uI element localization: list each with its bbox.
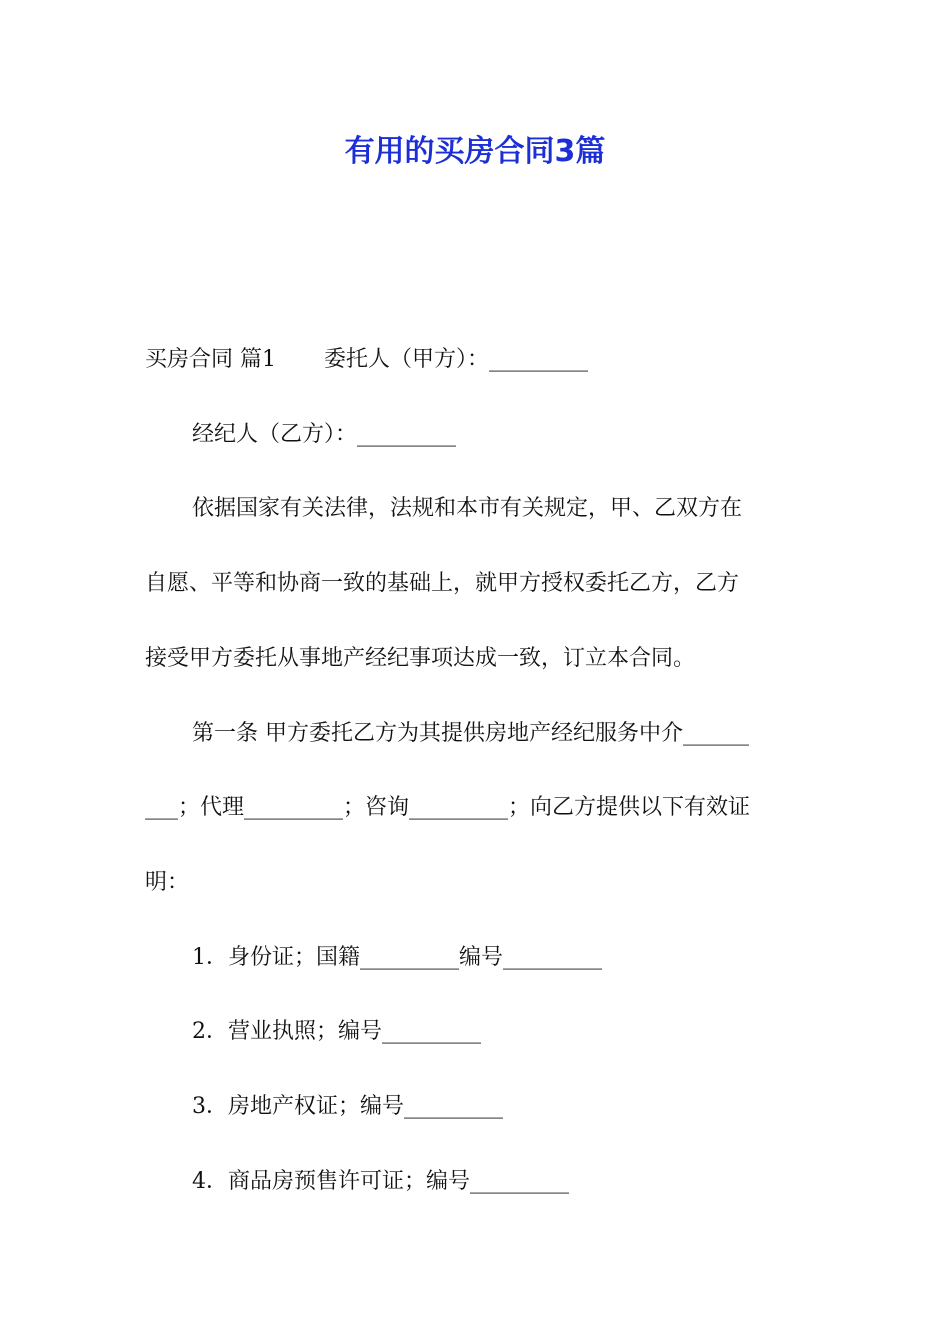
- document-title: 有用的买房合同3篇: [344, 134, 606, 169]
- article-one-line: 第一条 甲方委托乙方为其提供房地产经纪服务中介______: [192, 721, 749, 746]
- body-text-line: 自愿、平等和协商一致的基础上，就甲方授权委托乙方，乙方: [145, 571, 740, 596]
- list-item-id-card: 1．身份证；国籍_________编号_________: [192, 945, 602, 970]
- list-item-property-certificate: 3．房地产权证；编号_________: [192, 1094, 503, 1119]
- body-text-line: ___；代理_________；咨询_________；向乙方提供以下有效证: [145, 795, 751, 820]
- agent-party-field: 经纪人（乙方）：_________: [192, 422, 457, 447]
- body-text-line: 依据国家有关法律，法规和本市有关规定，甲、乙双方在: [192, 496, 743, 521]
- client-party-field: 委托人（甲方）：_________: [324, 347, 589, 372]
- section-heading: 买房合同 篇1: [145, 347, 276, 372]
- body-text-line: 接受甲方委托从事地产经纪事项达成一致，订立本合同。: [145, 646, 696, 671]
- list-item-presale-permit: 4．商品房预售许可证；编号_________: [192, 1169, 569, 1194]
- paragraph-heading-line: [145, 342, 810, 378]
- list-item-business-license: 2．营业执照；编号_________: [192, 1019, 481, 1044]
- body-text-line: 明：: [145, 870, 190, 895]
